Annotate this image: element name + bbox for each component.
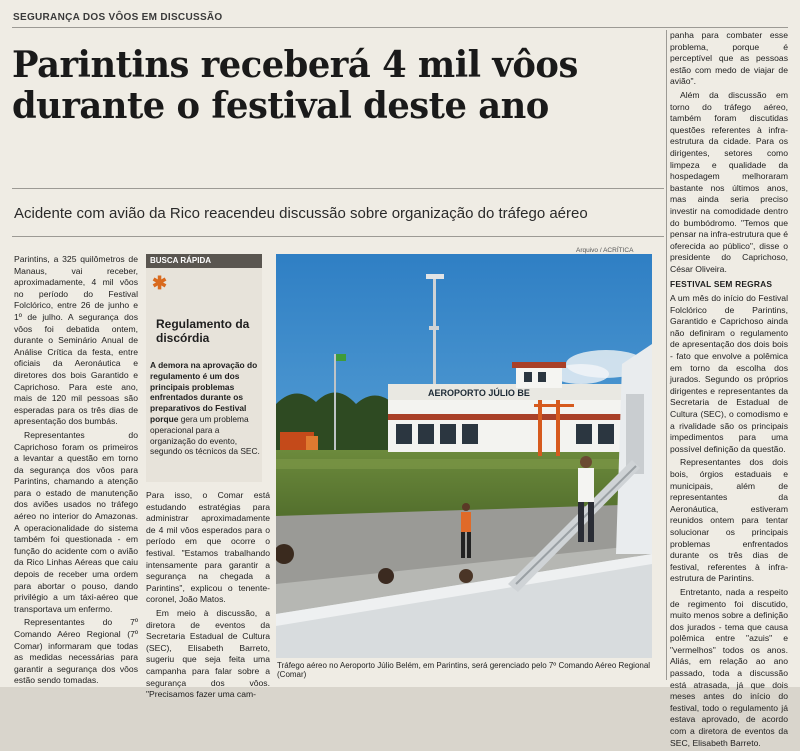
column-divider (666, 30, 667, 680)
headline-rule (12, 188, 664, 189)
paragraph: A um mês do início do Festival Folclórico de Parintins, Garantido e Caprichoso ainda não definiram o regulamento de apresentação dos dois bois - fato que envolve a polêmica em torno da escolha dos jurados. Segundo os próprios dirigentes e representantes da Secretaria de Estadual de Cultura (SEC), o comodismo e a rivalidade são os principais impedimentos para uma possível definição da questão. (670, 293, 788, 454)
airport-illustration (276, 254, 652, 658)
asterisk-icon: ✱ (152, 273, 168, 293)
paragraph: Além da discussão em torno do tráfego aéreo, também foram discutidas questões referentes à infra-estrutura da cidade. Para os dirigentes, setores como limpeza e qualidade da hospedagem melhoraram bastante nos últimos anos, mas ainda seria preciso investir na comodidade dentro do bumbódromo. "Temos que pensar na infra-estrutura que é oferecida ao público", disse o presidente do Caprichoso, César Oliveira. (670, 89, 788, 274)
paragraph: Parintins, a 325 quilômetros de Manaus, vai receber, aproximadamente, 4 mil vôos no período do Festival Folclórico, entre 26 de junho e 1º de julho. A segurança dos vôos foi debatida ontem, durante o Seminário Anual de Análise Crítica da festa, entre oficiais da Aeronáutica e diretores dos bois Garantido e Caprichoso. Para este ano, mais de 120 mil pessoas são esperadas para os três dias de apresentação dos bumbás. (14, 254, 138, 427)
sidebar-rest: gera um problema operacional para a organização do evento, segundo os técnicos da SEC. (150, 413, 260, 457)
column-3 (670, 30, 788, 751)
airport-photo (276, 254, 652, 658)
subhead-rule (12, 236, 664, 237)
photo-credit: Arquivo / ACRÍTICA (576, 247, 634, 254)
terminal-sign: AEROPORTO JÚLIO BE (428, 388, 530, 398)
column-2 (146, 490, 270, 703)
quick-search-box (146, 254, 262, 482)
paragraph: Entretanto, nada a respeito de regimento foi discutido, muito menos sobre a definição dos jurados - tema que causa polêmica entre "azuis" e "vermelhos" todos os anos. Aliás, em relação ao ano passado, toda a discussão está atrasada, já que dois meses antes do início do festival, todo o regulamento já estava aprovado, de acordo com a diretora de eventos da SEC, Elisabeth Barreto. (670, 586, 788, 748)
paragraph: panha para combater esse problema, porque é perceptível que as pessoas estão com medo de viajar de avião". (670, 30, 788, 87)
paragraph: Para isso, o Comar está estudando estratégias para administrar aproximadamente de 4 mil vôos esperados para o período em que ocorre o festival. "Estamos trabalhando intensamente para garantir a segurança na chegada a Parintins", explicou o tenente-coronel, João Matos. (146, 490, 270, 605)
section-heading: FESTIVAL SEM REGRAS (670, 279, 773, 290)
sidebar-title: Regulamento da discórdia (156, 317, 250, 345)
column-1 (14, 254, 138, 689)
top-rule (12, 27, 788, 28)
paragraph: Representantes dos dois bois, órgios estaduais e municipais, além de representantes da Aeronáutica, estiveram reunidos ontem para tentar solucionar os principais problemas enfrentados durante os três dias de festival, referentes à infra-estrutura de Parintins. (670, 457, 788, 584)
headline: Parintins receberá 4 mil vôos durante o festival deste ano (12, 44, 578, 127)
quick-search-tag: BUSCA RÁPIDA (146, 254, 262, 268)
sidebar-lead: A demora na aprovação do regulamento é um dos principais problemas enfrentados durante os preparativos do Festival porque (150, 360, 258, 424)
photo-caption: Tráfego aéreo no Aeroporto Júlio Belém, em Parintins, será gerenciado pelo 7º Comando Aéreo Regional (Comar) (277, 661, 651, 679)
paragraph: Representantes do Caprichoso foram os primeiros a levantar a questão em torno da segurança dos vôos para Parintins, chamando a atenção para o estado de manutenção dos aviões usados no tráfego aéreo no interior do Amazonas. A operacionalidade do sistema também foi questionada - em função do acidente com o avião da Rico Linhas Aéreas que caiu depois de receber uma ordem para abortar o pouso, dando privilégio a um táxi-aéreo que transportava um enfermo. (14, 429, 138, 614)
sidebar-text (150, 360, 260, 457)
paragraph: Em meio à discussão, a diretora de eventos da Secretaria Estadual de Cultura (SEC), Elisabeth Barreto, sugeriu que seja feita uma campanha para falar sobre a segurança dos vôos. "Precisamos fazer uma cam- (146, 607, 270, 700)
paragraph: Representantes do 7º Comando Aéreo Regional (7º Comar) informaram que todas as medidas necessárias para garantir a segurança dos vôos estão sendo tomadas. (14, 617, 138, 686)
section-label: SEGURANÇA DOS VÔOS EM DISCUSSÃO (13, 12, 223, 23)
subheadline: Acidente com avião da Rico reacendeu discussão sobre organização do tráfego aéreo (14, 205, 588, 222)
